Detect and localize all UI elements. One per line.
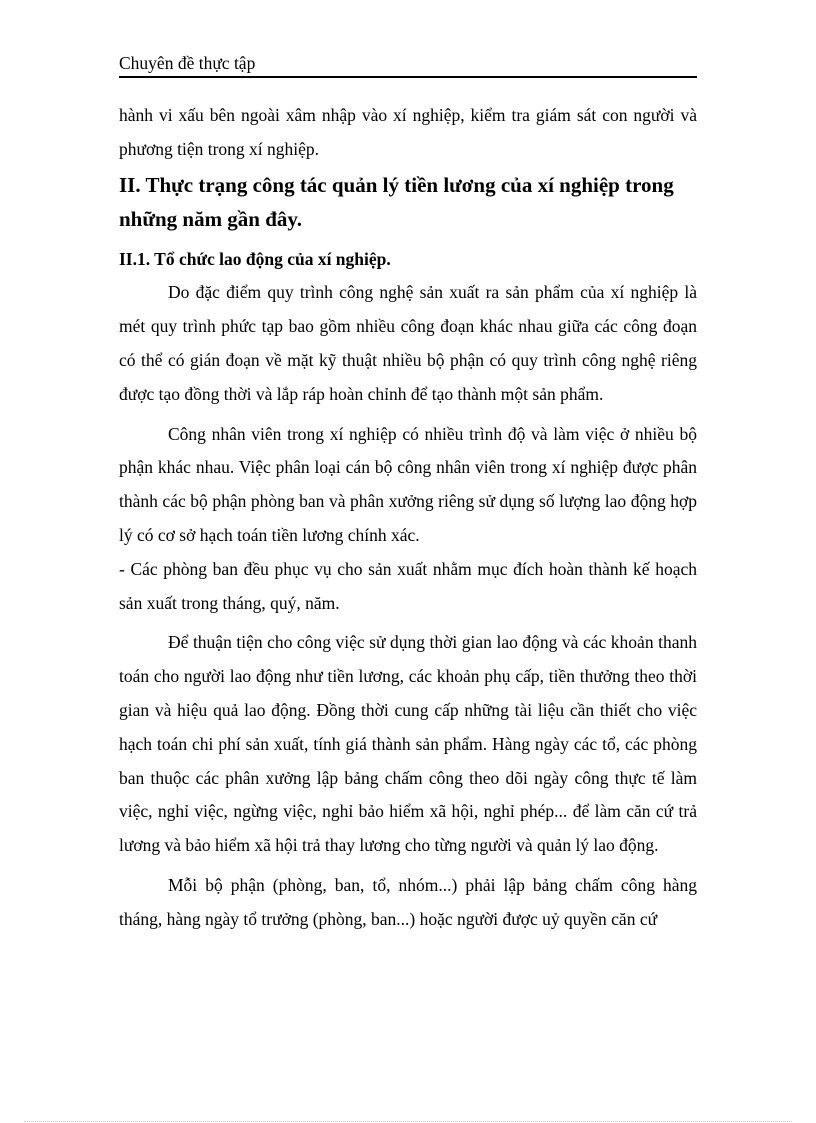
section-heading: II. Thực trạng công tác quản lý tiền lương của xí nghiệp trong những năm gần đây. [119,172,674,231]
paragraph: Do đặc điểm quy trình công nghệ sản xuất ra sản phẩm của xí nghiệp là mét quy trình phức tạp bao gồm nhiều công đoạn khác nhau giữa các công đoạn có thể có gián đoạn về mặt kỹ thuật nhiều bộ phận có quy trình công nghệ riêng được tạo đồng thời và lắp ráp hoàn chỉnh để tạo thành một sản phẩm. [119,282,697,404]
paragraph-continuation: hành vi xấu bên ngoài xâm nhập vào xí nghiệp, kiểm tra giám sát con người và phương tiện trong xí nghiệp. [119,105,697,159]
page-header [119,50,697,78]
subsection-heading: II.1. Tổ chức lao động của xí nghiệp. [119,248,391,269]
paragraph: Công nhân viên trong xí nghiệp có nhiều trình độ và làm việc ở nhiều bộ phận khác nhau. Việc phân loại cán bộ công nhân viên trong xí nghiệp được phân thành các bộ phận phòng ban và phân xưởng riêng sử dụng số lượng lao động hợp lý có cơ sở hạch toán tiền lương chính xác. [119,423,697,545]
header-title: Chuyên đề thực tập [119,53,256,73]
paragraph: Mỗi bộ phận (phòng, ban, tổ, nhóm...) phải lập bảng chấm công hàng tháng, hàng ngày tổ trưởng (phòng, ban...) hoặc người được uỷ quyền căn cứ [119,874,697,929]
paragraph: Để thuận tiện cho công việc sử dụng thời gian lao động và các khoản thanh toán cho người lao động như tiền lương, các khoản phụ cấp, tiền thưởng theo thời gian và hiệu quả lao động. Đồng thời cung cấp những tài liệu cần thiết cho việc hạch toán chi phí sản xuất, tính giá thành sản phẩm. Hàng ngày các tổ, các phòng ban thuộc các phân xưởng lập bảng chấm công theo dõi ngày công thực tế làm việc, nghỉ việc, ngừng việc, nghỉ bảo hiểm xã hội, nghỉ phép... để làm căn cứ trả lương và bảo hiểm xã hội trả thay lương cho từng người và quản lý lao động. [119,632,697,856]
document-body [119,99,697,937]
page-bottom-divider [24,1121,792,1122]
paragraph-bullet: - Các phòng ban đều phục vụ cho sản xuất nhằm mục đích hoàn thành kế hoạch sản xuất trong tháng, quý, năm. [119,558,697,613]
